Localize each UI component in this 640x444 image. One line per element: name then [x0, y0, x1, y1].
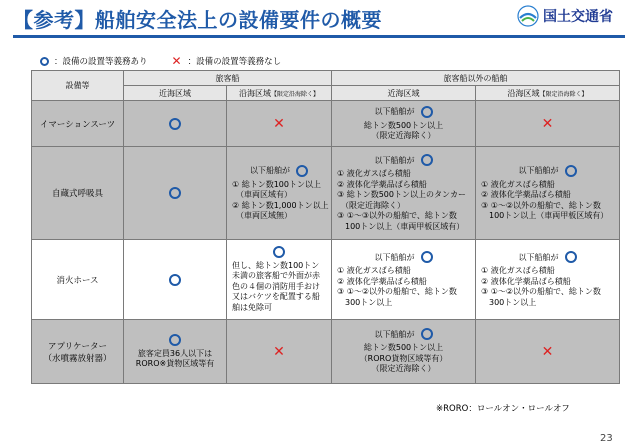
- required-circle-icon: [296, 165, 308, 177]
- page-title: 【参考】船舶安全法上の設備要件の概要: [13, 8, 382, 32]
- cell-conditional: 以下船舶が ① 液化ガスばら積船 ② 液体化学薬品ばら積船 ③ ①～②以外の船舶で、総トン数 300トン以上: [476, 240, 620, 320]
- required-circle-icon: [421, 328, 433, 340]
- row-name: 消火ホース: [32, 240, 124, 320]
- row-name: イマーションスーツ: [32, 101, 124, 147]
- ministry-logo: [517, 5, 613, 27]
- required-circle-icon: [273, 246, 285, 258]
- equipment-requirements-table: [31, 70, 620, 384]
- required-circle-icon: [169, 187, 181, 199]
- table-row: [32, 240, 620, 320]
- header-other-limited: 沿海区域【限定沿海除く】: [476, 86, 620, 101]
- required-circle-icon: [421, 251, 433, 263]
- required-circle-icon: [421, 106, 433, 118]
- footnote: ※RORO：ロールオン・ロールオフ: [436, 404, 570, 414]
- cell-conditional: 但し、総トン数100トン 未満の旅客船で外面が赤 色の４個の消防用手おけ 又はバケツを配置する船 舶は免除可: [227, 240, 332, 320]
- not-required-cross-icon: ✕: [541, 115, 554, 132]
- ministry-name: 国土交通省: [543, 9, 613, 25]
- required-circle-icon: [169, 334, 181, 346]
- cell-required: [124, 240, 227, 320]
- cell-conditional: 以下船舶が 総トン数500トン以上 （限定近海除く）: [332, 101, 476, 147]
- not-required-cross-icon: ✕: [273, 115, 285, 132]
- cell-conditional: 以下船舶が 総トン数500トン以上 （RORO貨物区域等有） （限定近海除く）: [332, 320, 476, 384]
- cell-not-required: [476, 101, 620, 147]
- legend-cross-text: ：設備の設置等義務なし: [187, 57, 282, 67]
- required-circle-icon: [169, 274, 181, 286]
- legend-circle-icon: [40, 57, 49, 66]
- header-pass-limited: 沿海区域【限定沿海除く】: [227, 86, 332, 101]
- table-row: [32, 101, 620, 147]
- cell-conditional: 旅客定員36人以下は RORO※貨物区域等有: [124, 320, 227, 384]
- required-circle-icon: [565, 251, 577, 263]
- required-circle-icon: [421, 154, 433, 166]
- mlit-logo-icon: [517, 5, 539, 27]
- header-passenger-ship: 旅客船: [124, 71, 332, 86]
- cell-conditional: 以下船舶が ① 液化ガスばら積船 ② 液体化学薬品ばら積船 ③ ①～②以外の船舶で、総トン数 100トン以上（車両甲板区域有）: [476, 147, 620, 240]
- cell-conditional: 以下船舶が ① 総トン数100トン以上 （車両区域有） ② 総トン数1,000トン以上 （車両区域無）: [227, 147, 332, 240]
- not-required-cross-icon: ✕: [273, 343, 285, 360]
- required-circle-icon: [169, 118, 181, 130]
- legend-cross-icon: ✕: [171, 54, 182, 68]
- row-name: アプリケーター （水噴霧放射器）: [32, 320, 124, 384]
- cell-required: [124, 101, 227, 147]
- title-rule: [13, 35, 625, 38]
- required-circle-icon: [565, 165, 577, 177]
- cell-not-required: [227, 320, 332, 384]
- page-number: 23: [600, 433, 613, 444]
- row-name: 自蔵式呼吸具: [32, 147, 124, 240]
- header-other-coastal: 近海区域: [332, 86, 476, 101]
- cell-required: [124, 147, 227, 240]
- table-row: [32, 320, 620, 384]
- header-equipment: 設備等: [32, 71, 124, 101]
- not-required-cross-icon: ✕: [541, 343, 554, 360]
- legend: [40, 55, 281, 67]
- header-other-ship: 旅客船以外の船舶: [332, 71, 620, 86]
- cell-conditional: 以下船舶が ① 液化ガスばら積船 ② 液体化学薬品ばら積船 ③ 総トン数500トン以上のタンカー （限定近海除く） ③ ①～③以外の船舶で、総トン数 100トン以上（車両甲板区域有）: [332, 147, 476, 240]
- header-pass-coastal: 近海区域: [124, 86, 227, 101]
- cell-not-required: [227, 101, 332, 147]
- legend-circle-text: ：設備の設置等義務あり: [54, 57, 148, 67]
- cell-conditional: 以下船舶が ① 液化ガスばら積船 ② 液体化学薬品ばら積船 ③ ①～②以外の船舶で、総トン数 300トン以上: [332, 240, 476, 320]
- table-row: [32, 147, 620, 240]
- cell-not-required: [476, 320, 620, 384]
